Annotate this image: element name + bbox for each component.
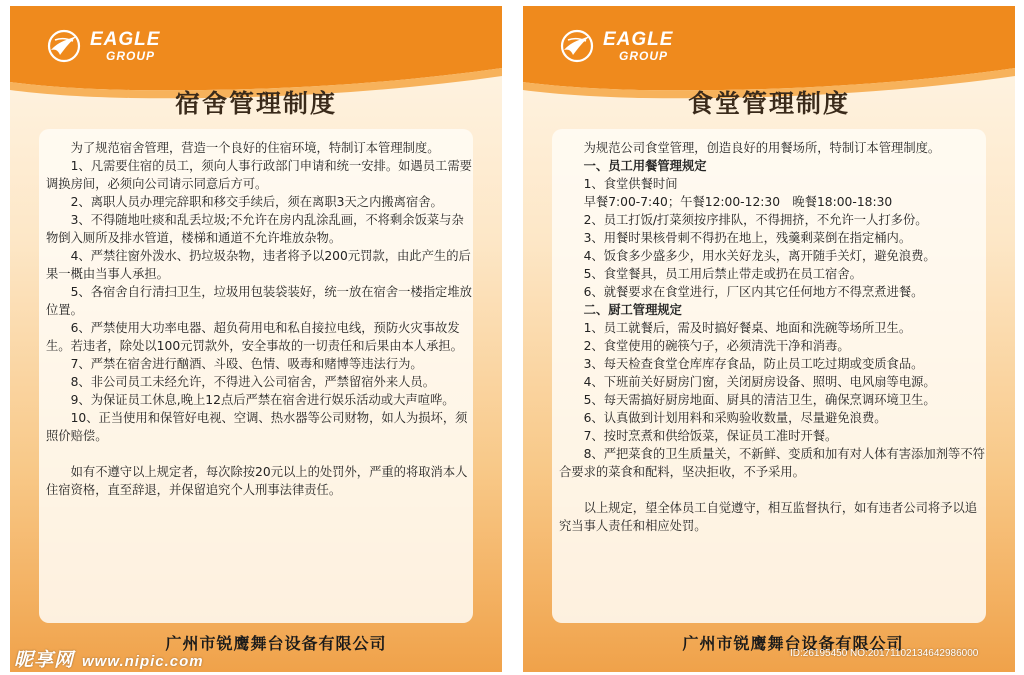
rules-text xyxy=(559,139,985,535)
rule-line: 6、认真做到计划用料和采购验收数量，尽量避免浪费。 xyxy=(583,411,887,425)
rule-line: 3、用餐时果核骨刺不得扔在地上，残羹剩菜倒在指定桶内。 xyxy=(583,231,912,245)
company-name: 广州市锐鹰舞台设备有限公司 xyxy=(165,634,387,653)
rule-line: 8、非公司员工未经允许，不得进入公司宿舍，严禁留宿外来人员。 xyxy=(70,375,436,389)
rule-line: 为了规范宿舍管理，营造一个良好的住宿环境，特制订本管理制度。 xyxy=(70,141,440,155)
canteen-poster xyxy=(523,6,1015,672)
rule-line: 早餐7:00-7:40；午餐12:00-12:30 晚餐18:00-18:30 xyxy=(583,195,893,209)
rules-text xyxy=(46,139,472,499)
section-heading: 一、员工用餐管理规定 xyxy=(583,159,707,173)
poster-title: 食堂管理制度 xyxy=(687,89,850,118)
rule-line: 2、员工打饭/打菜须按序排队，不得拥挤，不允许一人打多份。 xyxy=(583,213,928,227)
rule-line: 3、不得随地吐痰和乱丢垃圾;不允许在房内乱涂乱画，不将剩余饭菜与杂物倒入厕所及排水管道，楼梯和通道不允许堆放杂物。 xyxy=(46,213,464,245)
site-name: 昵享网 xyxy=(14,649,75,671)
brand-logo xyxy=(559,28,673,64)
brand-logo xyxy=(46,28,160,64)
eagle-globe-icon xyxy=(559,28,595,64)
rule-line: 5、各宿舍自行清扫卫生，垃圾用包装袋装好，统一放在宿舍一楼指定堆放位置。 xyxy=(46,285,472,317)
spacer xyxy=(559,481,985,499)
brand-line2: GROUP xyxy=(106,49,156,63)
brand-line1: EAGLE xyxy=(90,29,161,50)
rule-line: 9、为保证员工休息,晚上12点后严禁在宿舍进行娱乐活动或大声喧哗。 xyxy=(70,393,455,407)
rule-line: 8、严把菜食的卫生质量关，不新鲜、变质和加有对人体有害添加剂等不符合要求的菜食和配料，坚决拒收，不予采用。 xyxy=(559,447,985,479)
rule-line: 6、严禁使用大功率电器、超负荷用电和私自接拉电线，预防火灾事故发生。若违者，除处以100元罚款外，安全事故的一切责任和后果由本人承担。 xyxy=(46,321,463,353)
rule-line: 2、离职人员办理完辞职和移交手续后，须在离职3天之内搬离宿舍。 xyxy=(70,195,443,209)
rule-line: 4、下班前关好厨房门窗，关闭厨房设备、照明、电风扇等电源。 xyxy=(583,375,936,389)
site-watermark xyxy=(14,645,204,672)
eagle-globe-icon xyxy=(46,28,82,64)
rule-line: 以上规定，望全体员工自觉遵守，相互监督执行，如有违者公司将予以追究当事人责任和相应处罚。 xyxy=(559,501,978,533)
rule-line: 7、严禁在宿舍进行酗酒、斗殴、色情、吸毒和赌博等违法行为。 xyxy=(70,357,423,371)
spacer xyxy=(46,445,472,463)
rule-line: 1、食堂供餐时间 xyxy=(583,177,678,191)
rule-line: 6、就餐要求在食堂进行，厂区内其它任何地方不得烹煮进餐。 xyxy=(583,285,924,299)
brand-line1: EAGLE xyxy=(603,29,674,50)
rule-line: 4、严禁往窗外泼水、扔垃圾杂物，违者将予以200元罚款，由此产生的后果一概由当事人承担。 xyxy=(46,249,471,281)
brand-line2: GROUP xyxy=(619,49,669,63)
poster-title: 宿舍管理制度 xyxy=(174,89,337,118)
rule-line: 2、食堂使用的碗筷勺子，必须清洗干净和消毒。 xyxy=(583,339,850,353)
rule-line: 1、凡需要住宿的员工，须向人事行政部门申请和统一安排。如遇员工需要调换房间，必须向公司请示同意后方可。 xyxy=(46,159,472,191)
rule-line: 3、每天检查食堂仓库库存食品，防止员工吃过期或变质食品。 xyxy=(583,357,924,371)
rule-line: 7、按时烹煮和供给饭菜，保证员工准时开餐。 xyxy=(583,429,838,443)
image-id-watermark: ID:26195450 NO:20171102134642986000 xyxy=(790,648,979,659)
dormitory-poster xyxy=(10,6,502,672)
rule-line: 为规范公司食堂管理，创造良好的用餐场所，特制订本管理制度。 xyxy=(583,141,941,155)
company-name: 广州市锐鹰舞台设备有限公司 xyxy=(682,634,904,653)
site-url: www.nipic.com xyxy=(82,653,204,670)
section-heading: 二、厨工管理规定 xyxy=(583,303,682,317)
rule-line: 10、正当使用和保管好电视、空调、热水器等公司财物，如人为损坏，须照价赔偿。 xyxy=(46,411,468,443)
rule-line: 5、食堂餐具，员工用后禁止带走或扔在员工宿舍。 xyxy=(583,267,862,281)
rule-line: 5、每天需搞好厨房地面、厨具的清洁卫生，确保烹调环境卫生。 xyxy=(583,393,936,407)
rule-line: 4、饭食多少盛多少，用水关好龙头，离开随手关灯，避免浪费。 xyxy=(583,249,936,263)
rule-line: 1、员工就餐后，需及时搞好餐桌、地面和洗碗等场所卫生。 xyxy=(583,321,912,335)
rule-line: 如有不遵守以上规定者，每次除按20元以上的处罚外，严重的将取消本人住宿资格，直至辞退，并保留追究个人刑事法律责任。 xyxy=(46,465,468,497)
